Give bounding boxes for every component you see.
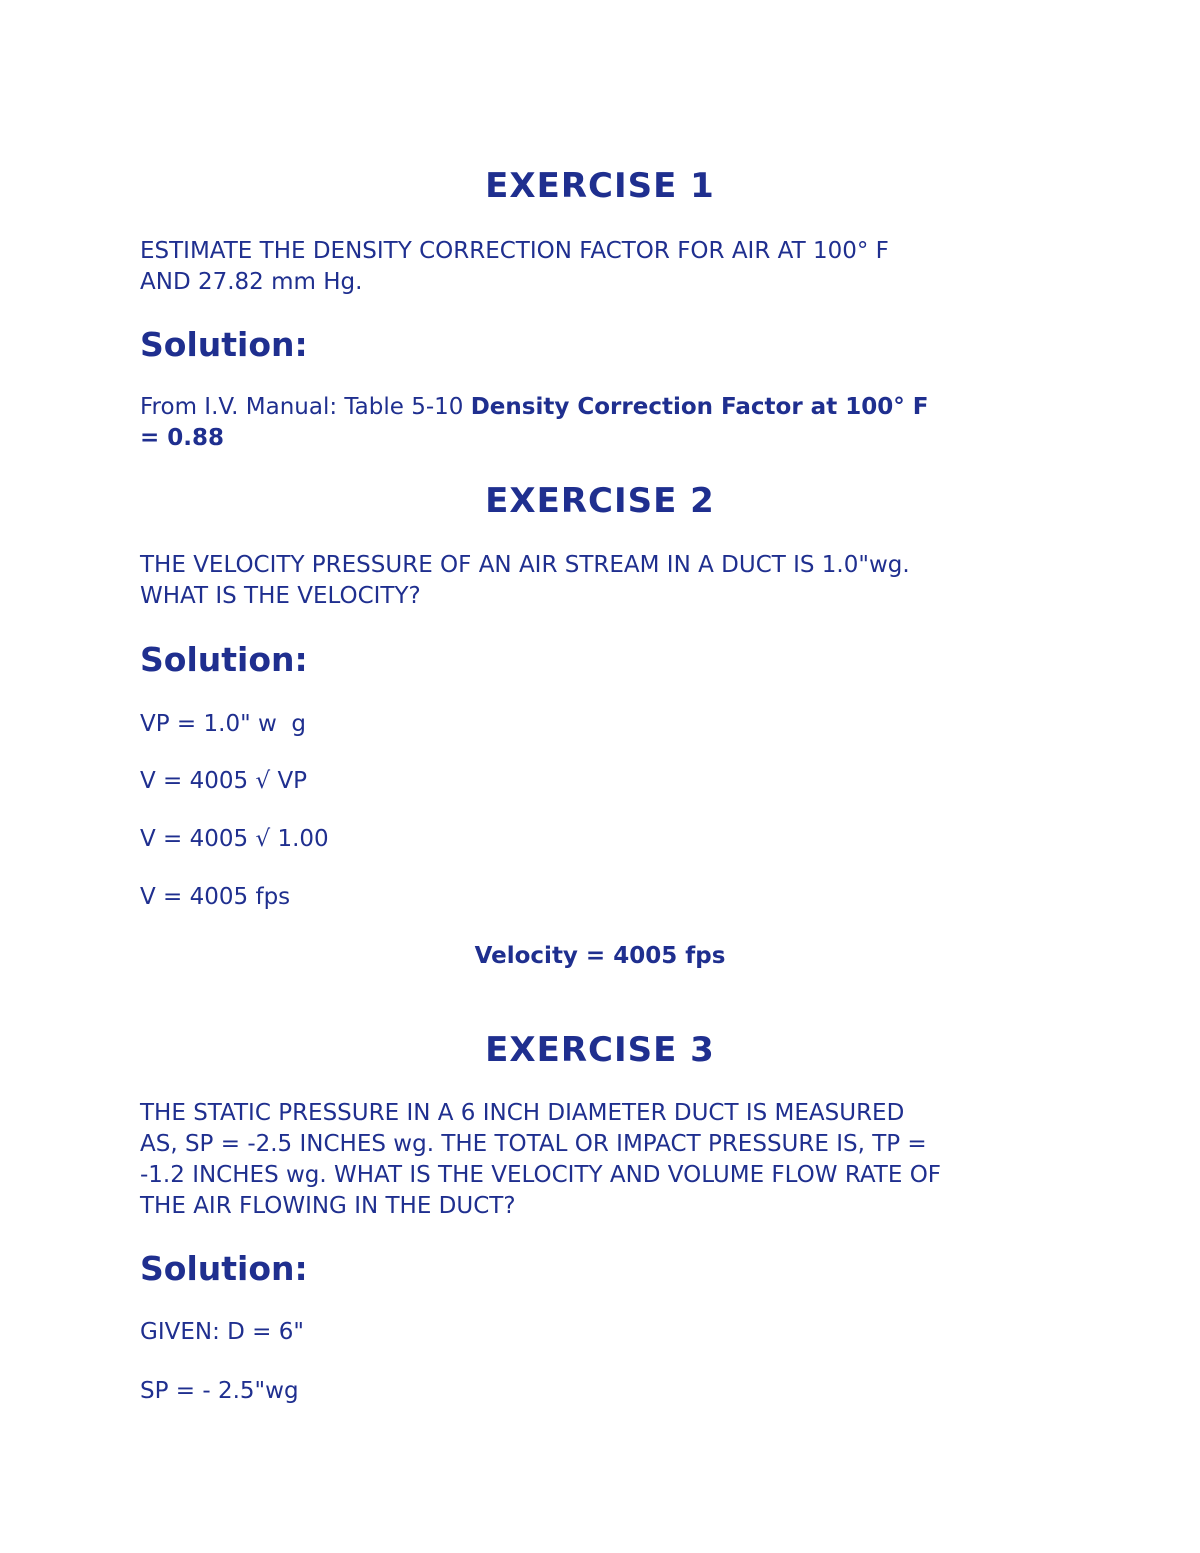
exercise-3-question-line-4: THE AIR FLOWING IN THE DUCT?: [140, 1193, 516, 1219]
exercise-3-question-line-3: -1.2 INCHES wg. WHAT IS THE VELOCITY AND VOLUME FLOW RATE OF: [140, 1162, 942, 1188]
exercise-3-question: [140, 1098, 1070, 1222]
exercise-2-step-1: VP = 1.0" w g: [140, 711, 306, 737]
exercise-1-solution-label: Solution:: [140, 325, 308, 364]
exercise-1-heading: EXERCISE 1: [485, 166, 715, 206]
exercise-3-question-line-1: THE STATIC PRESSURE IN A 6 INCH DIAMETER DUCT IS MEASURED: [140, 1100, 905, 1126]
exercise-1-question-line-2: AND 27.82 mm Hg.: [140, 269, 363, 295]
exercise-1-answer-line-1: [140, 392, 1070, 423]
exercise-2-solution-label: Solution:: [140, 640, 308, 679]
exercise-2-step-3: V = 4005 √ 1.00: [140, 826, 329, 852]
exercise-1-answer: [140, 392, 1070, 454]
exercise-3-given-diameter: GIVEN: D = 6": [140, 1319, 304, 1345]
exercise-3-given-static-pressure: SP = - 2.5"wg: [140, 1378, 299, 1404]
exercise-1-question-line-1: ESTIMATE THE DENSITY CORRECTION FACTOR FOR AIR AT 100° F: [140, 238, 889, 264]
exercise-2-question: [140, 550, 1070, 612]
exercise-2-question-line-1: THE VELOCITY PRESSURE OF AN AIR STREAM IN A DUCT IS 1.0"wg.: [140, 552, 910, 578]
exercise-1-question: [140, 236, 1070, 298]
exercise-1-answer-prefix: From I.V. Manual: Table 5-10: [140, 394, 471, 420]
exercise-2-step-4: V = 4005 fps: [140, 884, 291, 910]
exercise-2-step-2: V = 4005 √ VP: [140, 768, 308, 794]
exercise-1-answer-bold: Density Correction Factor at 100° F: [470, 394, 929, 420]
exercise-1-answer-value: = 0.88: [140, 425, 225, 451]
exercise-2-heading: EXERCISE 2: [485, 481, 715, 521]
exercise-2-result: Velocity = 4005 fps: [474, 943, 726, 969]
exercise-3-question-line-2: AS, SP = -2.5 INCHES wg. THE TOTAL OR IMPACT PRESSURE IS, TP =: [140, 1131, 927, 1157]
exercise-2-question-line-2: WHAT IS THE VELOCITY?: [140, 583, 421, 609]
exercise-3-solution-label: Solution:: [140, 1249, 308, 1288]
exercise-3-heading: EXERCISE 3: [485, 1030, 715, 1070]
